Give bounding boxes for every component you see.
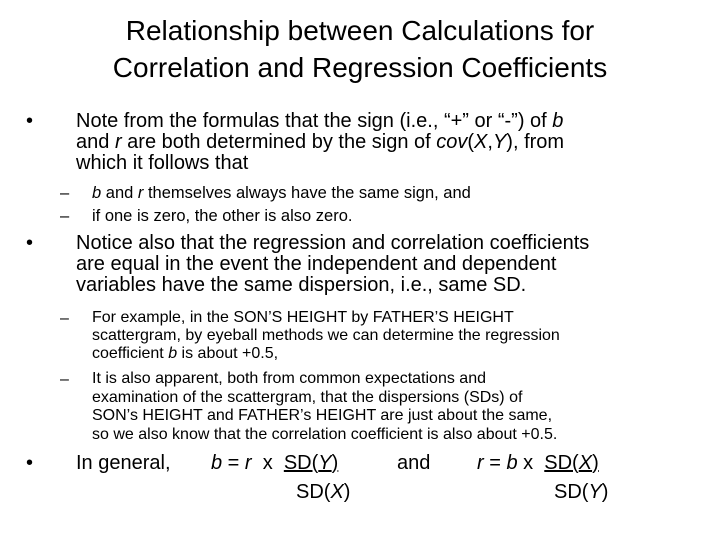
text-line: [76, 131, 564, 153]
variable-y: Y: [318, 452, 332, 474]
text-segment: ): [601, 481, 609, 503]
variable-x: X: [474, 131, 488, 153]
variable-b: b: [92, 184, 102, 202]
equals-sign: =: [222, 452, 245, 474]
text-segment: SD(: [296, 481, 331, 503]
bullet-in-general: [26, 453, 706, 513]
times-sign: x: [251, 452, 284, 474]
slide-title: [20, 12, 700, 86]
formula-denominator: [554, 482, 608, 503]
variable-b: b: [168, 345, 178, 362]
title-line-2: Correlation and Regression Coefficients: [112, 52, 608, 83]
text-line: which it follows that: [76, 152, 249, 174]
text-segment: are both determined by the sign of: [121, 131, 437, 153]
variable-x: X: [578, 452, 593, 474]
text-line: so we also know that the correlation coefficient is also about +0.5.: [92, 425, 558, 443]
variable-r: r: [114, 131, 122, 153]
text-segment: SD(: [283, 452, 319, 474]
text-segment: ), from: [506, 131, 565, 153]
sub-bullet-example: [60, 309, 700, 363]
text-line: [76, 110, 563, 132]
sub-bullet-marker: –: [60, 310, 69, 327]
text-line: examination of the scattergram, that the dispersions (SDs) of: [92, 388, 523, 406]
bullet-text: [76, 111, 696, 174]
sub-bullet-text: [92, 309, 700, 363]
bullet-marker: •: [26, 232, 34, 254]
equals-sign: =: [483, 452, 507, 474]
variable-y: Y: [492, 131, 507, 153]
bullet-equal-dispersion: [26, 233, 696, 296]
text-line: Notice also that the regression and correlation coefficients: [76, 232, 590, 254]
sub-bullet-marker: –: [60, 207, 70, 225]
variable-y: Y: [588, 481, 602, 503]
formula-b-from-r: [211, 453, 338, 474]
sub-bullet-text: [92, 370, 700, 444]
times-sign: x: [517, 452, 545, 474]
bullet-marker: •: [26, 110, 34, 132]
text-segment: ): [331, 452, 339, 474]
text-segment: ,: [487, 131, 493, 153]
text-segment: coefficient: [92, 345, 169, 362]
bullet-marker: •: [26, 452, 34, 474]
variable-b: b: [506, 452, 518, 474]
text-line: scattergram, by eyeball methods we can determine the regression: [92, 327, 560, 344]
text-line: SON’s HEIGHT and FATHER’s HEIGHT are just about the same,: [92, 407, 553, 424]
text-segment: Note from the formulas that the sign (i.e., “+” or “-”) of: [76, 110, 553, 132]
sub-bullet-marker: –: [60, 184, 70, 202]
text-segment: is about +0.5,: [177, 345, 279, 362]
sub-bullet-apparent: [60, 370, 700, 444]
text-segment: ): [343, 481, 351, 503]
variable-r: r: [244, 452, 252, 474]
sub-bullet-same-sign: [60, 184, 700, 203]
title-line-1: Relationship between Calculations for: [125, 15, 595, 46]
formula-numerator: [284, 452, 338, 474]
variable-b: b: [552, 110, 564, 132]
variable-r: r: [137, 184, 144, 202]
sub-bullet-text: if one is zero, the other is also zero.: [92, 207, 353, 225]
variable-r: r: [477, 452, 484, 474]
text-line: variables have the same dispersion, i.e., same SD.: [76, 274, 527, 296]
text-segment: themselves always have the same sign, and: [143, 184, 471, 202]
text-segment: SD(: [544, 452, 579, 474]
text-segment: and: [76, 131, 115, 153]
formula-denominator: [296, 482, 350, 503]
text-line: For example, in the SON’S HEIGHT by FATHER’S HEIGHT: [92, 309, 514, 326]
and-connector: and: [397, 452, 431, 474]
variable-x: X: [330, 481, 344, 503]
bullet-text: [76, 233, 696, 296]
text-line: It is also apparent, both from common expectations and: [92, 370, 486, 387]
text-segment: and: [101, 184, 138, 202]
text-segment: ): [592, 452, 599, 474]
text-line: [92, 345, 278, 362]
formula-r-from-b: [477, 453, 599, 474]
formula-numerator: [544, 452, 598, 474]
text-segment: (: [467, 131, 475, 153]
text-line: are equal in the event the independent and dependent: [76, 253, 557, 275]
sub-bullet-marker: –: [60, 371, 69, 388]
text-segment: SD(: [554, 481, 589, 503]
sub-bullet-zero: [60, 207, 700, 226]
variable-b: b: [211, 452, 223, 474]
bullet-sign-note: [26, 111, 696, 174]
in-general-label: In general,: [76, 452, 171, 474]
sub-bullet-text: [92, 184, 700, 203]
cov-function: cov: [436, 131, 468, 153]
